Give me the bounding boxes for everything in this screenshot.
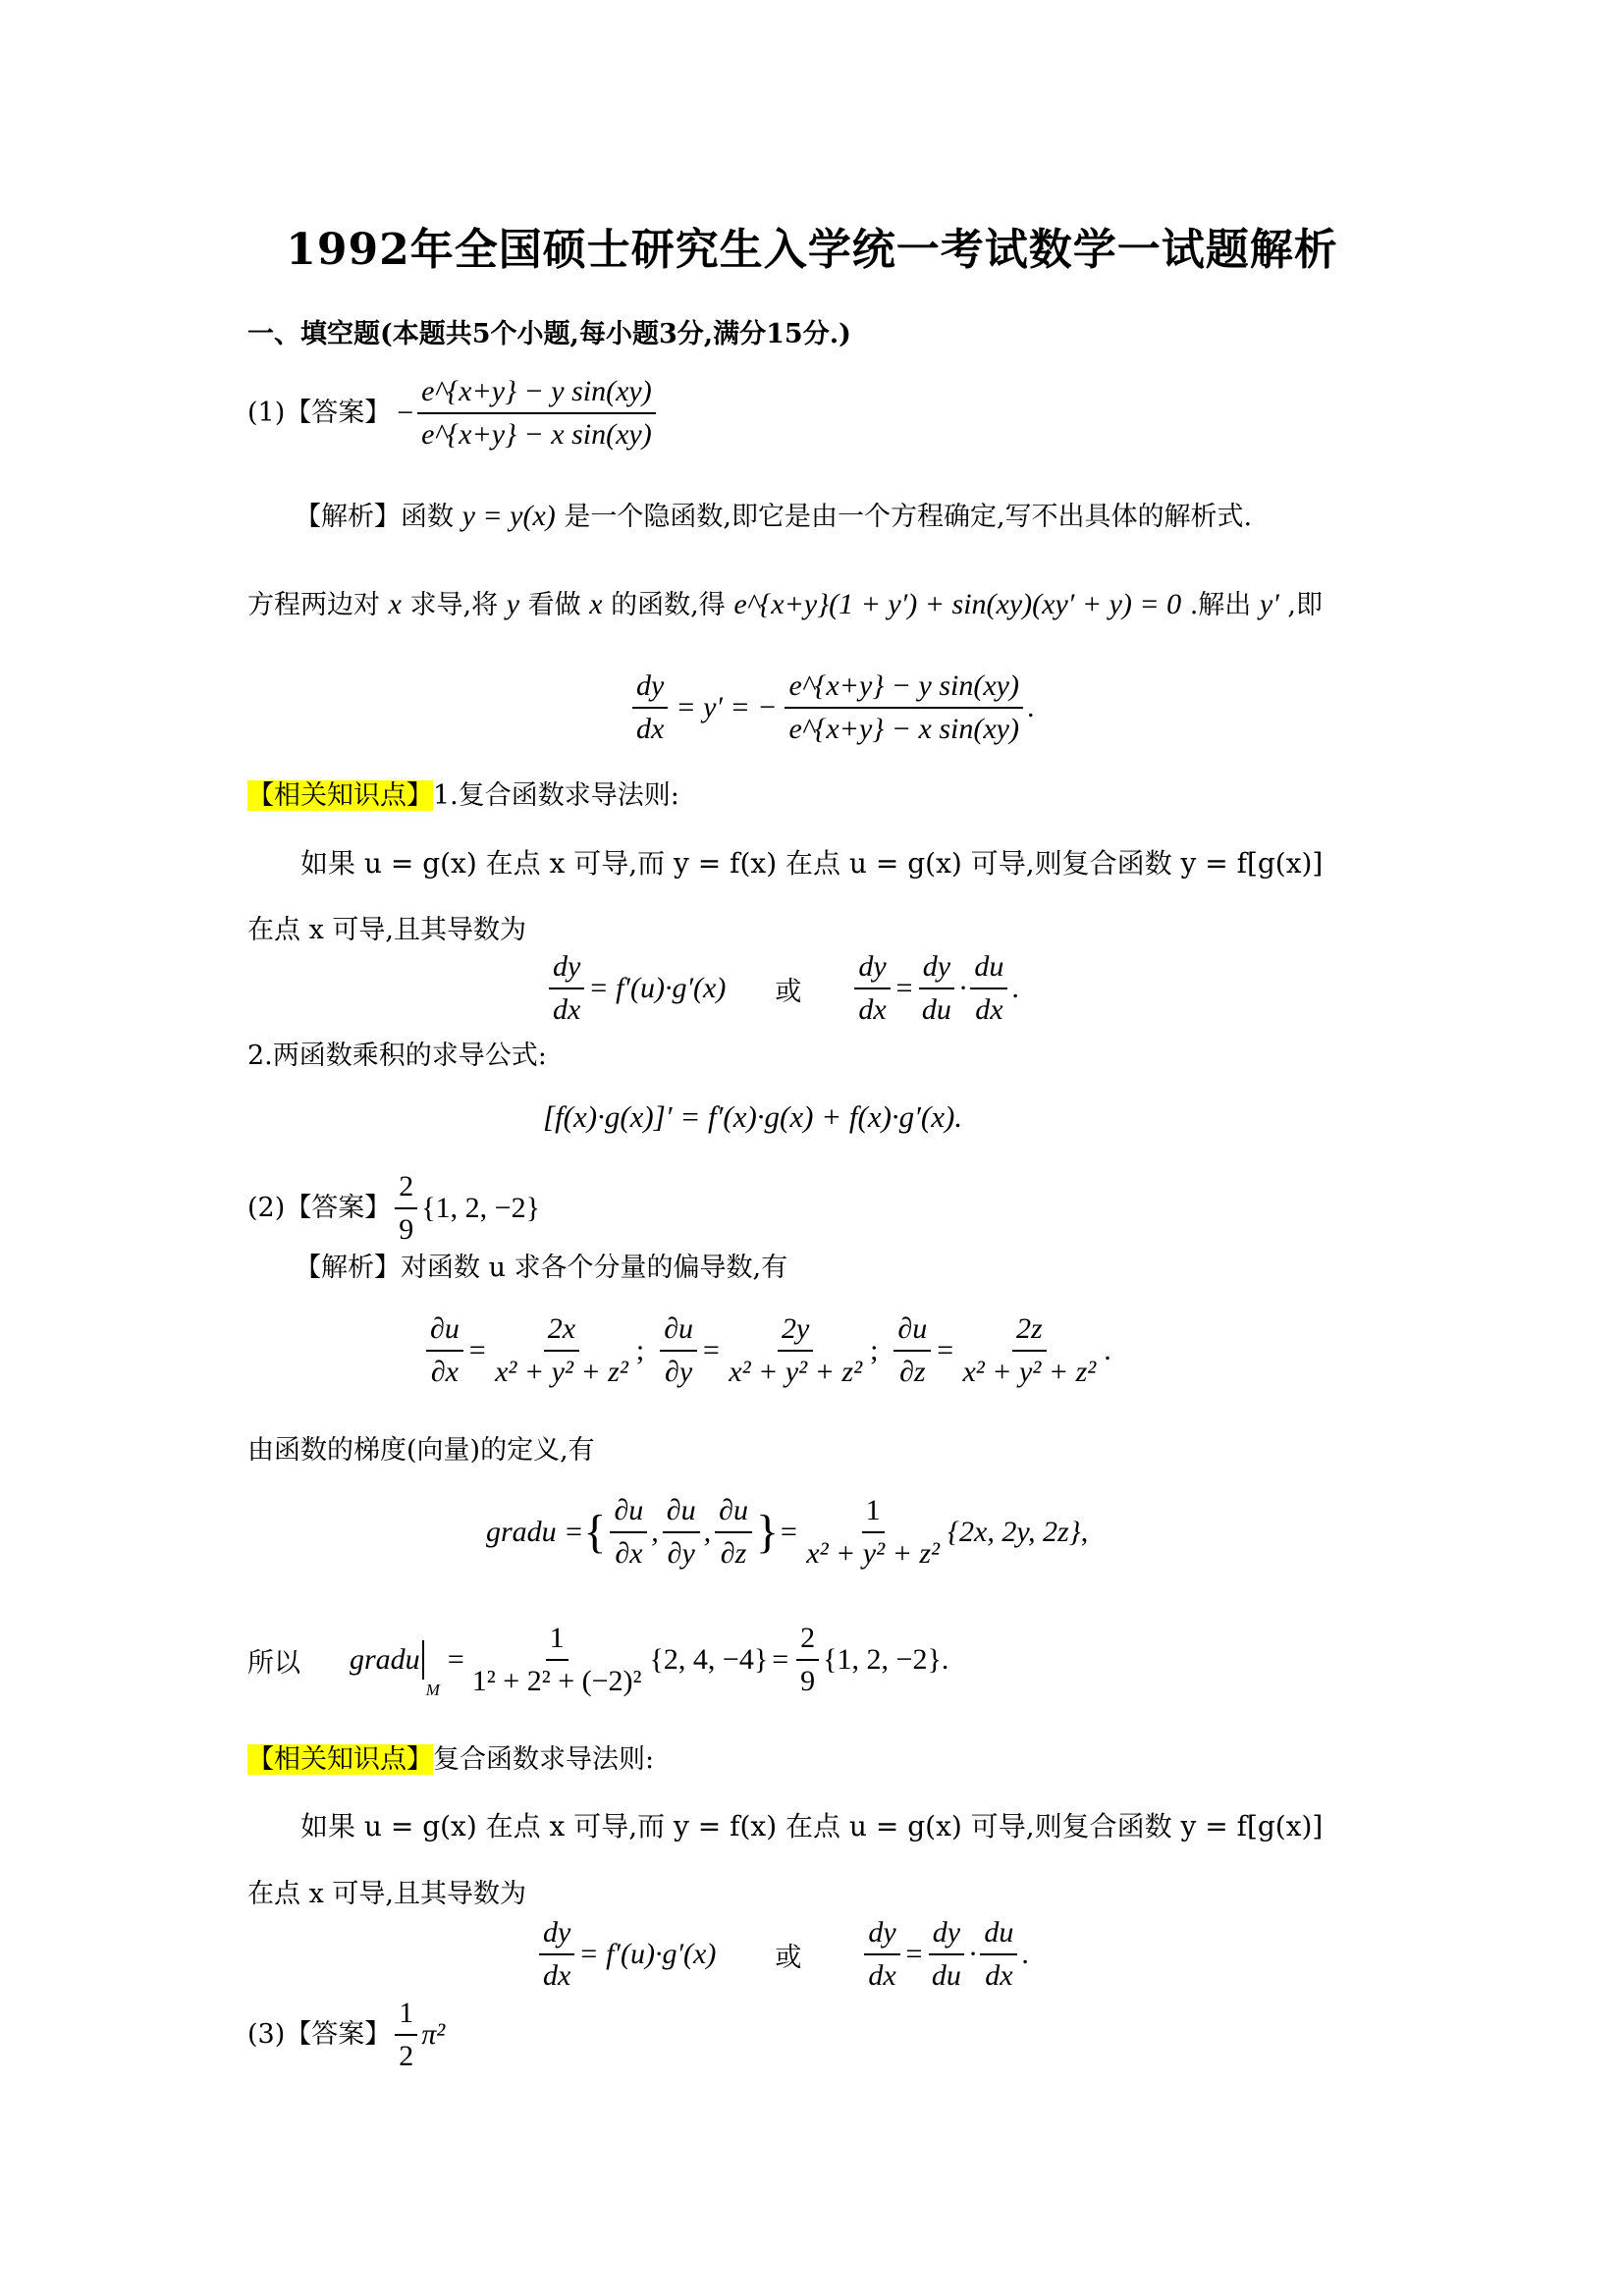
q2-gradient-text: 由函数的梯度(向量)的定义,有 xyxy=(247,1435,595,1466)
q1-result-equation: $\frac{dy}{dx}$ = y′ = − $\frac{\text{e\textasciicircum{}\{x+y\} − y sin(xy)}}{\text{e\textasciicircum{}\{x+y\} − x sin(xy)}}$ . xyxy=(628,667,1034,748)
q1-chain-rule-text2: 在点 x 可导,且其导数为 xyxy=(247,915,526,945)
q2-chain-rule-text2: 在点 x 可导,且其导数为 xyxy=(247,1879,526,1909)
q2-gradient-at-M: 所以 gradu M = $\frac{1}{\text{1² + 2² + (−2)²}}$ {2, 4, −4} = $\frac{2}{9}$ {1, 2, −2} . xyxy=(247,1622,949,1699)
q2-answer: (2)【答案】 $\frac{2}{9}$ {1, 2, −2} xyxy=(247,1170,540,1246)
q2-partials: $\frac{\partial u}{\partial x}$ = $\frac{2x}{\text{x² + y² + z²}}$ ; $\frac{\partial u}{\partial y}$ = $\frac{2y}{\text{x² + y² + z²}}$ ; $\frac{\partial u}{\partial z}$ = $\frac{2z}{\text{x² + y² + z²}}$ . xyxy=(422,1310,1111,1391)
q2-chain-formula: $\frac{dy}{dx}$ = f′(u)·g′(x) 或 $\frac{dy}{dx}$ = $\frac{dy}{du}$ · $\frac{du}{dx}$ . xyxy=(535,1914,1029,1995)
q2-knowledge: 【相关知识点】复合函数求导法则: xyxy=(247,1744,655,1775)
q1-analysis-line2: 方程两边对 x 求导,将 y 看做 x 的函数,得 e^{x+y}(1 + y′) + sin(xy)(xy′ + y) = 0 .解出 y′ ,即 xyxy=(247,588,1323,620)
section-heading: 一、填空题(本题共5个小题,每小题3分,满分15分.) xyxy=(247,319,851,349)
q1-answer: (1)【答案】 − $\frac{\text{e\textasciicircum{}\{x+y\} − y sin(xy)}}{\text{e\textasciicircum{}\{x+y\} − x sin(xy)}}$ xyxy=(247,373,660,454)
q3-answer: (3)【答案】 $\frac{1}{2}$ π² xyxy=(247,1997,446,2072)
q1-label: (1)【答案】 xyxy=(247,398,392,428)
q2-gradient-definition: gradu = { $\frac{\partial u}{\partial x}$ , $\frac{\partial u}{\partial y}$ , $\frac{\partial u}{\partial z}$ } = $\frac{1}{\text{x² + y² + z²}}$ {2x, 2y, 2z} , xyxy=(486,1494,1089,1570)
knowledge-tag: 【相关知识点】 xyxy=(247,780,433,811)
q1-knowledge-2: 2.两函数乘积的求导公式: xyxy=(247,1041,547,1071)
q1-chain-rule-text: 如果 u = g(x) 在点 x 可导,而 y = f(x) 在点 u = g(x) 可导,则复合函数 y = f[g(x)] xyxy=(300,847,1324,880)
q1-chain-formula: $\frac{dy}{dx}$ = f′(u)·g′(x) 或 $\frac{dy}{dx}$ = $\frac{dy}{du}$ · $\frac{du}{dx}$ . xyxy=(545,948,1019,1029)
q2-chain-rule-text: 如果 u = g(x) 在点 x 可导,而 y = f(x) 在点 u = g(x) 可导,则复合函数 y = f[g(x)] xyxy=(300,1810,1324,1842)
q1-product-rule: [f(x)·g(x)]′ = f′(x)·g(x) + f(x)·g′(x). xyxy=(543,1099,963,1134)
q1-analysis-line1: 【解析】函数 y = y(x) 是一个隐函数,即它是由一个方程确定,写不出具体的解析式. xyxy=(295,500,1253,532)
q1-knowledge: 【相关知识点】1.复合函数求导法则: xyxy=(247,780,679,811)
q2-analysis: 【解析】对函数 u 求各个分量的偏导数,有 xyxy=(295,1253,788,1283)
page-title: 1992年全国硕士研究生入学统一考试数学一试题解析 xyxy=(286,225,1338,275)
q1-answer-fraction: $\frac{\text{e\textasciicircum{}\{x+y\} − y sin(xy)}}{\text{e\textasciicircum{}\{x+y\} − x sin(xy)}}$ xyxy=(417,373,656,454)
